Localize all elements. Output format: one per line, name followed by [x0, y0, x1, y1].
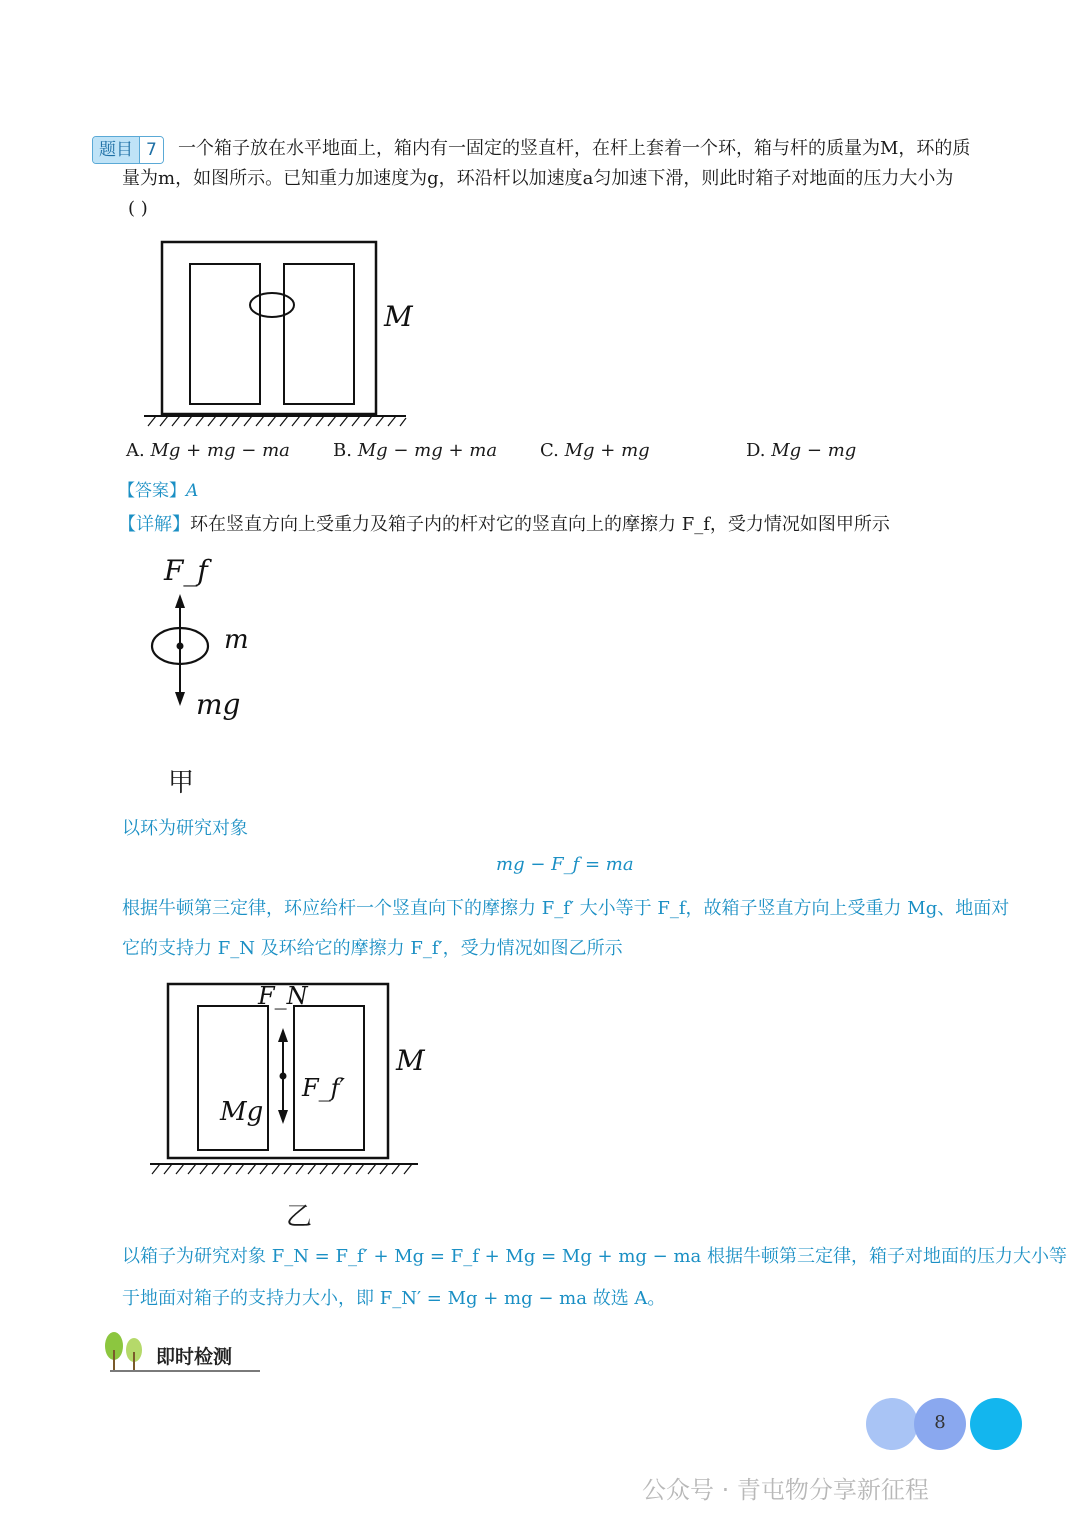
analysis-p2-line1: 根据牛顿第三定律，环应给杆一个竖直向下的摩擦力 F_f′ 大小等于 F_f，故箱子竖直方向上受重力 Mg、地面对 — [122, 898, 1010, 919]
option-b-letter: B. — [333, 440, 352, 461]
jia-label-m: m — [224, 625, 249, 655]
option-c[interactable] — [540, 440, 650, 461]
option-d-text: Mg − mg — [771, 440, 857, 461]
answer-line — [118, 476, 198, 501]
jia-label-mg: mg — [196, 688, 241, 721]
option-b-text: Mg − mg + ma — [357, 440, 498, 461]
arrow-up-icon — [175, 594, 185, 608]
answer-value: A — [186, 481, 199, 501]
yi-label-mg: Mg — [220, 1097, 264, 1127]
page-circle-left — [866, 1398, 918, 1450]
yi-arrow-down-icon — [278, 1110, 288, 1124]
question-tag-number: 7 — [139, 137, 163, 163]
question-answer-blank: ( ) — [128, 198, 148, 219]
analysis-p3-line1: 以箱子为研究对象 F_N = F_f′ + Mg = F_f + Mg = Mg + mg − ma 根据牛顿第三定律，箱子对地面的压力大小等 — [122, 1246, 1067, 1267]
option-d-letter: D. — [746, 440, 766, 461]
ground-hatching — [148, 416, 406, 426]
option-a[interactable] — [126, 440, 290, 461]
analysis-eq1: mg − F_f = ma — [496, 854, 634, 875]
figure-yi-force-diagram — [140, 978, 440, 1184]
analysis-p3-line2: 于地面对箱子的支持力大小，即 F_N′ = Mg + mg − ma 故选 A。 — [122, 1288, 666, 1309]
section-underline — [110, 1370, 260, 1372]
detail-text: 环在竖直方向上受重力及箱子内的杆对它的竖直向上的摩擦力 F_f，受力情况如图甲所示 — [190, 514, 890, 535]
detail-label: 【详解】 — [118, 514, 190, 535]
figure-jia-force-diagram — [140, 548, 280, 738]
option-a-text: Mg + mg − ma — [150, 440, 290, 461]
yi-label-M: M — [396, 1044, 425, 1077]
answer-label: 【答案】 — [118, 481, 186, 501]
figure-yi-caption: 乙 — [286, 1202, 313, 1232]
option-c-letter: C. — [540, 440, 559, 461]
analysis-p1: 以环为研究对象 — [122, 818, 248, 839]
question-tag — [92, 136, 164, 164]
question-line-2: 量为m，如图所示。已知重力加速度为g，环沿杆以加速度a匀加速下滑，则此时箱子对地面的压力大小为 — [122, 168, 954, 189]
page-number: 8 — [934, 1412, 946, 1433]
option-c-text: Mg + mg — [564, 440, 650, 461]
figure-jia-caption: 甲 — [168, 768, 195, 798]
figure-box-ring — [140, 236, 420, 436]
option-d[interactable] — [746, 440, 856, 461]
yi-arrow-up-icon — [278, 1028, 288, 1042]
yi-label-fn: F_N — [258, 982, 308, 1010]
page-circle-right — [970, 1398, 1022, 1450]
question-line-1: 一个箱子放在水平地面上，箱内有一固定的竖直杆，在杆上套着一个环，箱与杆的质量为M，环的质 — [178, 138, 971, 159]
ground-hatching-yi — [152, 1164, 412, 1174]
watermark: 公众号 · 青屯物分享新征程 — [642, 1476, 929, 1504]
question-tag-label: 题目 — [93, 137, 139, 163]
detail-line — [118, 510, 890, 536]
jia-label-ff: F_f — [164, 554, 208, 587]
figure1-label-M: M — [384, 300, 413, 333]
arrow-down-icon — [175, 692, 185, 706]
section-heading — [100, 1328, 260, 1376]
section-title: 即时检测 — [156, 1346, 233, 1368]
tree-icon — [100, 1328, 150, 1374]
analysis-p2-line2: 它的支持力 F_N 及环给它的摩擦力 F_f′，受力情况如图乙所示 — [122, 938, 623, 959]
option-b[interactable] — [333, 440, 497, 461]
option-a-letter: A. — [126, 440, 145, 461]
yi-label-ff: F_f′ — [302, 1074, 345, 1102]
